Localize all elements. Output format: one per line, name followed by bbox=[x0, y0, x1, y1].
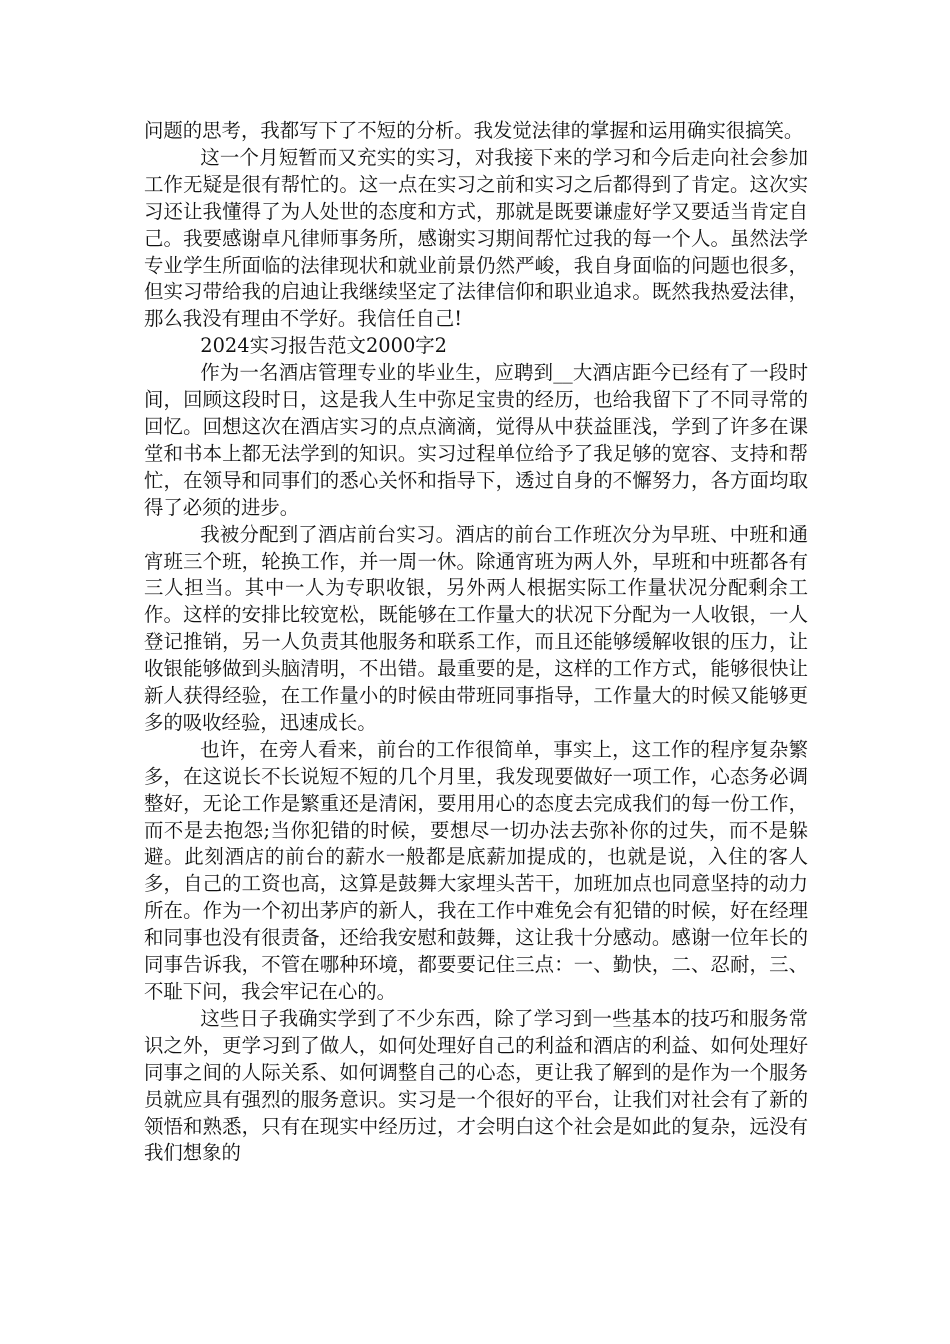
paragraph-hotel-intro: 作为一名酒店管理专业的毕业生，应聘到__大酒店距今已经有了一段时间，回顾这段时日，这是我人生中弥足宝贵的经历，也给我留下了不同寻常的回忆。回想这次在酒店实习的点点滴滴，觉得从中获益匪浅，学到了许多在课堂和书本上都无法学到的知识。实习过程单位给予了我足够的宽容、支持和帮忙，在领导和同事们的悉心关怀和指导下，透过自身的不懈努力，各方面均取得了必须的进步。 bbox=[144, 361, 808, 519]
paragraph-work-attitude: 也许，在旁人看来，前台的工作很简单，事实上，这工作的程序复杂繁多，在这说长不长说短不短的几个月里，我发现要做好一项工作，心态务必调整好，无论工作是繁重还是清闲，要用用心的态度去完成我们的每一份工作，而不是去抱怨;当你犯错的时候，要想尽一切办法去弥补你的过失，而不是躲避。此刻酒店的前台的薪水一般都是底薪加提成的，也就是说，入住的客人多，自己的工资也高，这算是鼓舞大家埋头苦干，加班加点也同意坚持的动力所在。作为一个初出茅庐的新人，我在工作中难免会有犯错的时候，好在经理和同事也没有很责备，还给我安慰和鼓舞，这让我十分感动。感谢一位年长的同事告诉我，不管在哪种环境，都要要记住三点：一、勤快，二、忍耐，三、不耻下问，我会牢记在心的。 bbox=[144, 737, 808, 1003]
paragraph-front-desk-shifts: 我被分配到了酒店前台实习。酒店的前台工作班次分为早班、中班和通宵班三个班，轮换工作，并一周一休。除通宵班为两人外，早班和中班都各有三人担当。其中一人为专职收银，另外两人根据实际工作量状况分配剩余工作。这样的安排比较宽松，既能够在工作量大的状况下分配为一人收银，一人登记推销，另一人负责其他服务和联系工作，而且还能够缓解收银的压力，让收银能够做到头脑清明，不出错。最重要的是，这样的工作方式，能够很快让新人获得经验，在工作量小的时候由带班同事指导，工作量大的时候又能够更多的吸收经验，迅速成长。 bbox=[144, 522, 808, 734]
paragraph-legal-analysis-end: 问题的思考，我都写下了不短的分析。我发觉法律的掌握和运用确实很搞笑。 bbox=[144, 119, 804, 142]
paragraph-internship-reflection: 这一个月短暂而又充实的实习，对我接下来的学习和今后走向社会参加工作无疑是很有帮忙的。这一点在实习之前和实习之后都得到了肯定。这次实习还让我懂得了为人处世的态度和方式，那就是既要谦虚好学又要适当肯定自己。我要感谢卓凡律师事务所，感谢实习期间帮忙过我的每一个人。虽然法学专业学生所面临的法律现状和就业前景仍然严峻，我自身面临的问题也很多，但实习带给我的启迪让我继续坚定了法律信仰和职业追求。既然我热爱法律，那么我没有理由不学好。我信任自己! bbox=[144, 145, 808, 331]
section-heading: 2024实习报告范文2000字2 bbox=[200, 334, 448, 358]
paragraph-lessons-learned: 这些日子我确实学到了不少东西，除了学习到一些基本的技巧和服务常识之外，更学习到了做人，如何处理好自己的利益和酒店的利益、如何处理好同事之间的人际关系、如何调整自己的心态，更让我了解到的是作为一个服务员就应具有强烈的服务意识。实习是一个很好的平台，让我们对社会有了新的领悟和熟悉，只有在现实中经历过，才会明白这个社会是如此的复杂，远没有我们想象的 bbox=[144, 1006, 808, 1165]
document-page bbox=[144, 118, 808, 1167]
